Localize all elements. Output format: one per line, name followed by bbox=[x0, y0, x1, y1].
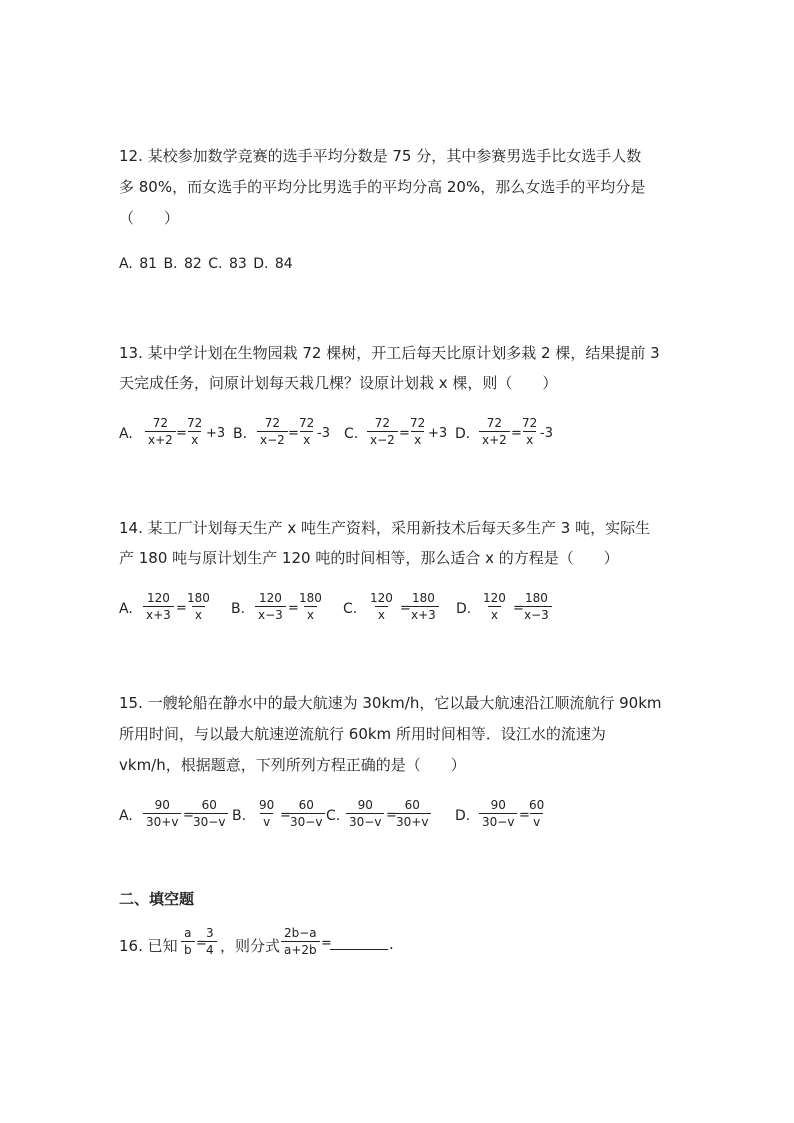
q16-prefix: 16. 已知 bbox=[119, 937, 178, 955]
q14-b-fraction-1 bbox=[255, 590, 286, 623]
numerator: 72 bbox=[187, 416, 203, 430]
equals-sign: = bbox=[183, 808, 194, 823]
denominator: v bbox=[530, 813, 543, 830]
equals-sign: = bbox=[513, 601, 524, 616]
denominator: x−2 bbox=[367, 431, 398, 448]
denominator: x−3 bbox=[255, 606, 286, 623]
denominator: 30−v bbox=[346, 813, 384, 830]
q15-line-2: 所用时间，与以最大航速逆流航行 60km 所用时间相等．设江水的流速为 bbox=[119, 725, 606, 743]
numerator: 72 bbox=[264, 416, 281, 430]
q14-option-c-label: C. bbox=[343, 601, 358, 617]
denominator: x+2 bbox=[145, 431, 176, 448]
q13-option-a-label: A. bbox=[119, 426, 133, 442]
denominator: x bbox=[188, 431, 201, 448]
q15-b-fraction-1 bbox=[256, 797, 277, 830]
equals-sign: = bbox=[176, 601, 187, 616]
denominator: x bbox=[523, 431, 536, 448]
numerator: 90 bbox=[154, 798, 170, 812]
q16-fraction-a-b bbox=[181, 925, 195, 958]
q14-line-2: 产 180 吨与原计划生产 120 吨的时间相等，那么适合 x 的方程是（ ） bbox=[119, 549, 619, 567]
q16-mid-text: ，则分式 bbox=[220, 937, 281, 955]
denominator: x bbox=[304, 606, 317, 623]
numerator: 90 bbox=[490, 798, 506, 812]
numerator: 60 bbox=[529, 798, 545, 812]
q16-fraction-3-4 bbox=[203, 925, 217, 958]
equals-sign: = bbox=[519, 808, 530, 823]
denominator: b bbox=[181, 941, 195, 958]
q13-b-fraction-1 bbox=[257, 415, 288, 448]
q13-d-fraction-2 bbox=[519, 415, 540, 448]
q13-a-fraction-2 bbox=[184, 415, 205, 448]
q16 bbox=[119, 925, 439, 965]
numerator: 180 bbox=[524, 591, 548, 605]
q12-line-2: 多 80%，而女选手的平均分比男选手的平均分高 20%，那么女选手的平均分是 bbox=[119, 178, 646, 196]
equals-sign: = bbox=[196, 936, 207, 951]
numerator: 2b−a bbox=[284, 926, 317, 940]
numerator: 120 bbox=[483, 591, 506, 605]
equals-sign: = bbox=[399, 426, 410, 441]
q15-line-3: vkm/h，根据题意，下列所列方程正确的是（ ） bbox=[119, 756, 466, 774]
q12-line-3: （ ） bbox=[119, 209, 180, 227]
q14-b-fraction-2 bbox=[296, 590, 325, 623]
numerator: 3 bbox=[206, 926, 214, 940]
denominator: x+3 bbox=[143, 606, 174, 623]
q12-options: A. 81 B. 82 C. 83 D. 84 bbox=[119, 256, 293, 272]
q15-c-fraction-1 bbox=[346, 797, 384, 830]
q12-line-1: 12. 某校参加数学竞赛的选手平均分数是 75 分，其中参赛男选手比女选手人数 bbox=[119, 147, 642, 165]
denominator: x bbox=[488, 606, 501, 623]
numerator: 180 bbox=[187, 591, 210, 605]
denominator: 4 bbox=[203, 941, 217, 958]
q15-option-c-label: C. bbox=[326, 808, 341, 824]
q13-c-fraction-1 bbox=[367, 415, 398, 448]
q14-line-1: 14. 某工厂计划每天生产 x 吨生产资料，采用新技术后每天多生产 3 吨，实际生 bbox=[119, 519, 651, 537]
equals-sign: = bbox=[288, 426, 299, 441]
equals-sign: = bbox=[288, 601, 299, 616]
numerator: 72 bbox=[299, 416, 315, 430]
denominator: x bbox=[411, 431, 424, 448]
numerator: 60 bbox=[298, 798, 314, 812]
numerator: 120 bbox=[258, 591, 282, 605]
q13-a-fraction-1 bbox=[145, 415, 176, 448]
tail-term: +3 bbox=[206, 426, 226, 441]
denominator: 30−v bbox=[287, 813, 325, 830]
q14-option-d-label: D. bbox=[456, 601, 472, 617]
q13-option-c-label: C. bbox=[344, 426, 359, 442]
q14-c-fraction-2 bbox=[408, 590, 439, 623]
q16-fraction-expression bbox=[281, 925, 320, 958]
q14-d-fraction-1 bbox=[480, 590, 509, 623]
equals-sign: = bbox=[176, 426, 187, 441]
denominator: x−3 bbox=[521, 606, 552, 623]
q13-c-fraction-2 bbox=[407, 415, 428, 448]
numerator: 72 bbox=[486, 416, 503, 430]
q15-b-fraction-2 bbox=[287, 797, 325, 830]
numerator: 180 bbox=[411, 591, 435, 605]
numerator: 72 bbox=[522, 416, 538, 430]
tail-term: -3 bbox=[317, 426, 330, 441]
q14-a-fraction-1 bbox=[143, 590, 174, 623]
denominator: a+2b bbox=[281, 941, 320, 958]
equals-sign: = bbox=[280, 808, 291, 823]
q15-line-1: 15. 一艘轮船在静水中的最大航速为 30km/h，它以最大航速沿江顺流航行 90km bbox=[119, 694, 662, 712]
section-heading: 二、填空题 bbox=[119, 890, 195, 908]
q14-option-b-label: B. bbox=[231, 601, 246, 617]
answer-blank[interactable] bbox=[330, 935, 388, 950]
q14-a-fraction-2 bbox=[184, 590, 213, 623]
numerator: a bbox=[184, 926, 192, 940]
denominator: 30−v bbox=[479, 813, 517, 830]
q14-c-fraction-1 bbox=[367, 590, 396, 623]
equals-sign: = bbox=[400, 601, 411, 616]
q13-b-fraction-2 bbox=[296, 415, 317, 448]
numerator: 72 bbox=[410, 416, 426, 430]
q13-line-2: 天完成任务，问原计划每天栽几棵？设原计划栽 x 棵，则（ ） bbox=[119, 374, 558, 392]
q16-end: . bbox=[389, 935, 394, 953]
q15-d-fraction-2 bbox=[526, 797, 547, 830]
denominator: 30+v bbox=[143, 813, 181, 830]
q13-d-fraction-1 bbox=[479, 415, 510, 448]
denominator: x bbox=[192, 606, 205, 623]
q15-c-fraction-2 bbox=[393, 797, 431, 830]
q15-option-a-label: A. bbox=[119, 808, 133, 824]
numerator: 120 bbox=[370, 591, 393, 605]
denominator: 30−v bbox=[190, 813, 228, 830]
equals-sign: = bbox=[386, 808, 397, 823]
denominator: x+2 bbox=[479, 431, 510, 448]
equals-sign: = bbox=[511, 426, 522, 441]
tail-term: -3 bbox=[540, 426, 553, 441]
q14-d-fraction-2 bbox=[521, 590, 552, 623]
q15-d-fraction-1 bbox=[479, 797, 517, 830]
numerator: 60 bbox=[404, 798, 420, 812]
equals-sign: = bbox=[321, 936, 332, 951]
denominator: 30+v bbox=[393, 813, 431, 830]
denominator: x bbox=[300, 431, 313, 448]
numerator: 72 bbox=[374, 416, 391, 430]
numerator: 90 bbox=[357, 798, 373, 812]
denominator: x+3 bbox=[408, 606, 439, 623]
numerator: 72 bbox=[152, 416, 169, 430]
denominator: x bbox=[375, 606, 388, 623]
q15-option-d-label: D. bbox=[455, 808, 471, 824]
numerator: 90 bbox=[259, 798, 275, 812]
denominator: x−2 bbox=[257, 431, 288, 448]
q13-option-b-label: B. bbox=[233, 426, 248, 442]
q15-option-b-label: B. bbox=[232, 808, 247, 824]
q15-a-fraction-1 bbox=[143, 797, 181, 830]
numerator: 180 bbox=[299, 591, 322, 605]
numerator: 60 bbox=[201, 798, 217, 812]
q14-option-a-label: A. bbox=[119, 601, 133, 617]
q15-a-fraction-2 bbox=[190, 797, 228, 830]
denominator: v bbox=[260, 813, 273, 830]
q13-option-d-label: D. bbox=[455, 426, 471, 442]
q13-line-1: 13. 某中学计划在生物园栽 72 棵树，开工后每天比原计划多栽 2 棵，结果提前 3 bbox=[119, 344, 660, 362]
tail-term: +3 bbox=[428, 426, 448, 441]
numerator: 120 bbox=[146, 591, 170, 605]
